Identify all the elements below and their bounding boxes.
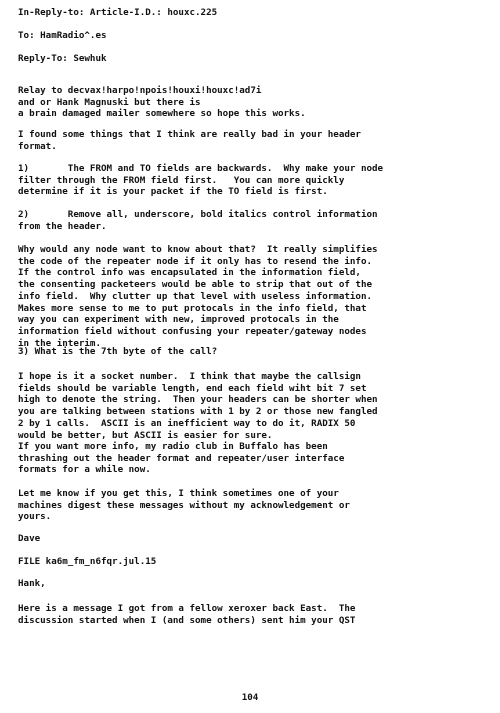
paragraph-line: information field without confusing your repeater/gateway nodes (18, 325, 367, 337)
paragraph-line: Dave (18, 533, 41, 544)
page-number: 104 (241, 692, 259, 703)
paragraph-line: 2 by 1 calls. ASCII is an inefficient way to do it, RADIX 50 (18, 417, 356, 429)
header-reply-to: Reply-To: Sewhuk (18, 53, 107, 64)
paragraph-line: Makes more sense to me to put protocals in the info field, that (18, 302, 367, 314)
paragraph-line: a brain damaged mailer somewhere so hope this works. (18, 108, 306, 120)
paragraph-line: you are talking between stations with 1 by 2 or those new fangled (18, 406, 378, 418)
paragraph-line: format. (18, 140, 57, 152)
paragraph-line: FILE ka6m_fm_n6fqr.jul.15 (18, 556, 157, 567)
paragraph-line: info field. Why clutter up that level with useless information. (18, 290, 373, 302)
paragraph-line: I hope is it a socket number. I think that maybe the callsign (18, 371, 361, 382)
paragraph-line: fields should be variable length, end each field wiht bit 7 set (18, 382, 367, 394)
paragraph-line: high to denote the string. Then your headers can be shorter when (18, 394, 378, 406)
paragraph-line: I found some things that I think are really bad in your header (18, 129, 361, 140)
paragraph-line: determine if it is your packet if the TO field is first. (18, 186, 328, 198)
paragraph-line: and or Hank Magnuski but there is (18, 96, 201, 108)
paragraph-line: from the header. (18, 220, 107, 232)
paragraph-line: 1) The FROM and TO fields are backwards. Why make your node (18, 163, 384, 174)
paragraph-line: Here is a message I got from a fellow xeroxer back East. The (18, 603, 356, 614)
paragraph-line: discussion started when I (and some others) sent him your QST (18, 614, 356, 626)
paragraph-line: way you can experiment with new, improved protocals in the (18, 314, 339, 326)
paragraph-line: the code of the repeater node if it only has to resend the info. (18, 255, 373, 267)
paragraph-line: in the interim. (18, 337, 101, 349)
header-in-reply-to: In-Reply-to: Article-I.D.: houxc.225 (18, 7, 218, 18)
paragraph-line: Let me know if you get this, I think sometimes one of your (18, 488, 339, 499)
paragraph-line: Relay to decvax!harpo!npois!houxi!houxc!ad7i (18, 85, 262, 96)
paragraph-line: machines digest these messages without my acknowledgement or (18, 499, 350, 511)
paragraph-line: thrashing out the header format and repeater/user interface (18, 452, 345, 464)
paragraph-line: filter through the FROM field first. You can more quickly (18, 174, 345, 186)
paragraph-line: the consenting packeteers would be able to strip that out of the (18, 279, 373, 291)
paragraph-line: formats for a while now. (18, 464, 151, 476)
header-to: To: HamRadio^.es (18, 30, 107, 41)
paragraph-line: yours. (18, 511, 52, 523)
paragraph-line: would be better, but ASCII is easier for sure. (18, 429, 273, 441)
paragraph-line: 2) Remove all, underscore, bold italics control information (18, 209, 378, 220)
paragraph-line: Hank, (18, 578, 46, 589)
paragraph-line: If you want more info, my radio club in Buffalo has been (18, 441, 328, 452)
paragraph-line: 3) What is the 7th byte of the call? (18, 346, 218, 357)
paragraph-line: Why would any node want to know about that? It really simplifies (18, 244, 378, 255)
paragraph-line: If the control info was encapsulated in the information field, (18, 267, 361, 279)
